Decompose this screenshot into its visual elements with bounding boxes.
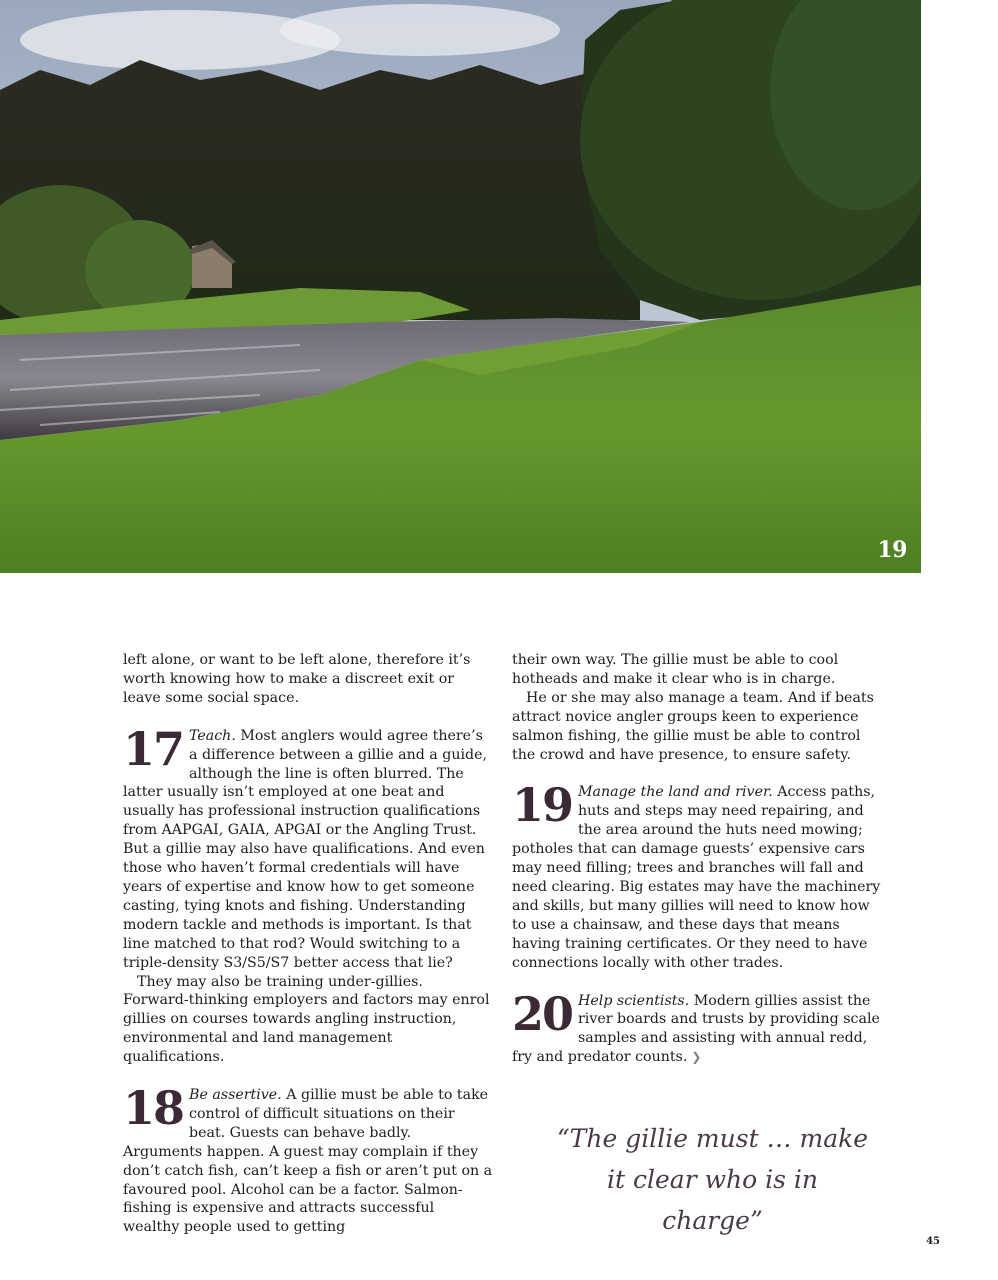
drop-number-18: 18 bbox=[123, 1081, 184, 1136]
pull-quote: “The gillie must … make it clear who is in charge” bbox=[556, 1124, 869, 1235]
section-20 bbox=[512, 986, 882, 1068]
end-mark-icon: ❯ bbox=[691, 1050, 702, 1065]
section-18-lead: Be assertive. bbox=[189, 1087, 282, 1104]
section-17-paragraph-2: They may also be training under-gillies. Forward-thinking employers and factors may enrol gillies on courses towards angling instruction, environmental and land management qualifications. bbox=[123, 973, 490, 1066]
section-19 bbox=[512, 778, 882, 972]
landscape-illustration bbox=[0, 0, 921, 573]
drop-number-19: 19 bbox=[512, 778, 573, 833]
drop-number-20: 20 bbox=[512, 986, 573, 1041]
section-17 bbox=[123, 721, 493, 1067]
section-17-text: Most anglers would agree there’s a difference between a gillie and a guide, although the line is often blurred. The latter usually isn’t employed at one beat and usually has professional instruction qualifications from AAPGAI, GAIA, APGAI or the Angling Trust. But a gillie may also have qualifications. And even those who haven’t formal credentials will have years of expertise and know how to get someone casting, tying knots and fishing. Understanding modern tackle and methods is important. Is that line matched to that rod? Would switching to a triple-density S3/S5/S7 better access that lie? bbox=[123, 727, 488, 971]
drop-number-17: 17 bbox=[123, 721, 184, 776]
intro-paragraph: left alone, or want to be left alone, therefore it’s worth knowing how to make a discreet exit or leave some social space. bbox=[123, 652, 471, 706]
section-19-text: Access paths, huts and steps may need repairing, and the area around the huts need mowing; potholes that can damage guests’ expensive cars may need filling; trees and branches will fall and need clearing. Big estates may have the machinery and skills, but many gillies will need to know how to use a chainsaw, and these days that means having training certificates. Or they need to have connections locally with other trades. bbox=[512, 784, 881, 971]
section-20-lead: Help scientists. bbox=[578, 992, 690, 1009]
section-17-paragraph bbox=[123, 721, 493, 973]
right-column bbox=[512, 651, 882, 1067]
section-20-text: Modern gillies assist the river boards and trusts by providing scale samples and assisting with annual redd, fry and predator counts. bbox=[512, 992, 880, 1066]
section-18 bbox=[123, 1081, 493, 1237]
page-number: 45 bbox=[926, 1236, 940, 1247]
section-17-lead: Teach. bbox=[189, 727, 236, 744]
left-column bbox=[123, 651, 493, 1237]
river-photo bbox=[0, 0, 921, 573]
section-19-lead: Manage the land and river. bbox=[578, 784, 773, 801]
section-18-text: A gillie must be able to take control of difficult situations on their beat. Guests can behave badly. Arguments happen. A guest may complain if they don’t catch fish, can’t keep a fish or aren’t put on a favoured pool. Alcohol can be a factor. Salmon-fishing is expensive and attracts successful wealthy people used to getting bbox=[123, 1087, 493, 1236]
photo-number: 19 bbox=[877, 537, 907, 563]
section-18-paragraph bbox=[123, 1081, 493, 1237]
section-19-paragraph bbox=[512, 778, 882, 972]
section-20-paragraph bbox=[512, 986, 882, 1068]
continuation-paragraph: their own way. The gillie must be able to cool hotheads and make it clear who is in charge. bbox=[512, 652, 839, 687]
continuation-paragraph-2: He or she may also manage a team. And if beats attract novice angler groups keen to experience salmon fishing, the gillie must be able to control the crowd and have presence, to ensure safety. bbox=[512, 689, 874, 763]
